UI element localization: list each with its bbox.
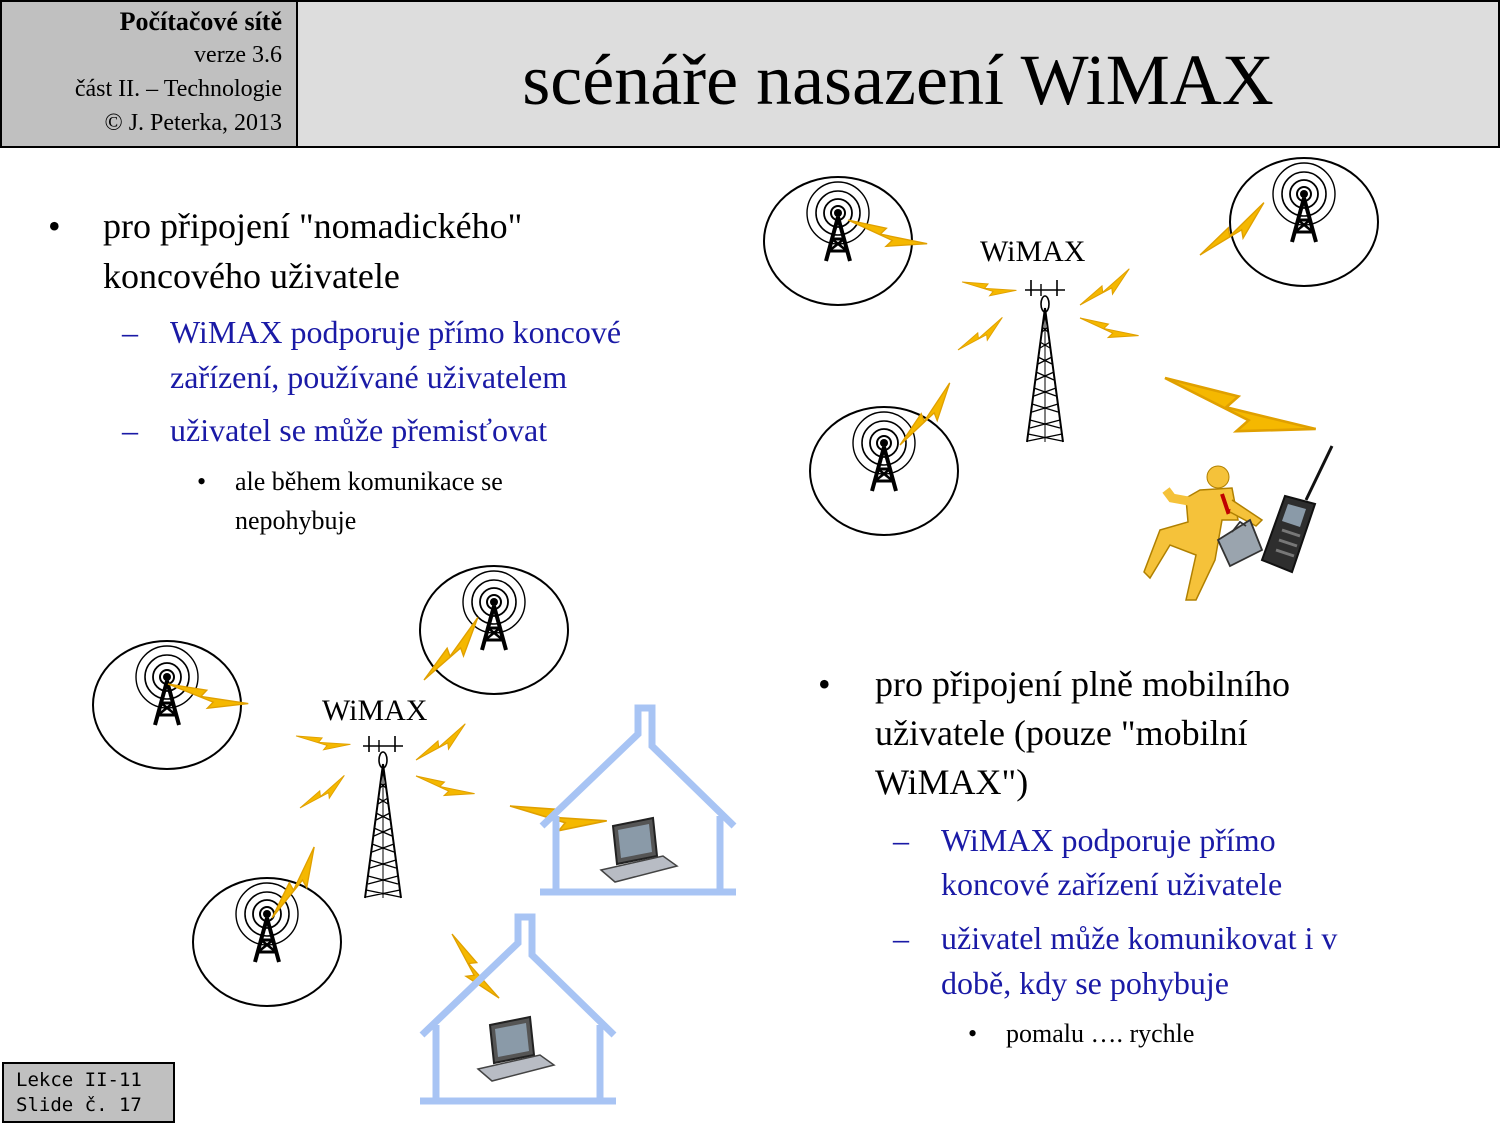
dash-marker: – xyxy=(893,920,909,956)
copyright-label: © J. Peterka, 2013 xyxy=(104,110,282,136)
dash-marker: – xyxy=(122,412,138,448)
right-subsub: pomalu …. rychle xyxy=(1006,1019,1195,1048)
briefcase-icon xyxy=(1218,520,1262,566)
bullet-marker: • xyxy=(48,206,61,246)
bullet-marker: • xyxy=(968,1019,978,1048)
left-bullet-line2: koncového uživatele xyxy=(103,256,400,296)
wimax-label-top: WiMAX xyxy=(980,235,1086,268)
left-subsub-line1: ale během komunikace se xyxy=(235,467,503,496)
right-sub1-line1: WiMAX podporuje přímo xyxy=(941,822,1276,858)
slide-number: Slide č. 17 xyxy=(16,1094,142,1116)
right-sub2-line1: uživatel může komunikovat i v xyxy=(941,920,1338,956)
dash-marker: – xyxy=(122,314,138,350)
right-bullet-line2: uživatele (pouze "mobilní xyxy=(875,713,1248,753)
wimax-label-bottom: WiMAX xyxy=(322,694,428,727)
right-bullet-line1: pro připojení plně mobilního xyxy=(875,664,1290,704)
left-sub2: uživatel se může přemisťovat xyxy=(170,412,548,448)
left-bullet-line1: pro připojení "nomadického" xyxy=(103,206,523,246)
part-label: část II. – Technologie xyxy=(74,76,282,102)
slide-title: scénáře nasazení WiMAX xyxy=(522,40,1274,120)
course-name: Počítačové sítě xyxy=(119,7,282,36)
mobile-handset-icon xyxy=(1262,446,1332,572)
bullet-marker: • xyxy=(197,467,207,496)
lecture-number: Lekce II-11 xyxy=(16,1069,142,1091)
dash-marker: – xyxy=(893,822,909,858)
left-subsub-line2: nepohybuje xyxy=(235,506,357,535)
right-sub1-line2: koncové zařízení uživatele xyxy=(941,866,1283,902)
right-bullet-line3: WiMAX") xyxy=(875,762,1029,802)
left-sub1-line1: WiMAX podporuje přímo koncové xyxy=(170,314,622,350)
lecture-slide-footer xyxy=(2,1062,175,1123)
right-sub2-line2: době, kdy se pohybuje xyxy=(941,965,1229,1001)
left-sub1-line2: zařízení, používané uživatelem xyxy=(170,359,568,395)
version-label: verze 3.6 xyxy=(194,42,282,68)
bullet-marker: • xyxy=(818,664,831,704)
